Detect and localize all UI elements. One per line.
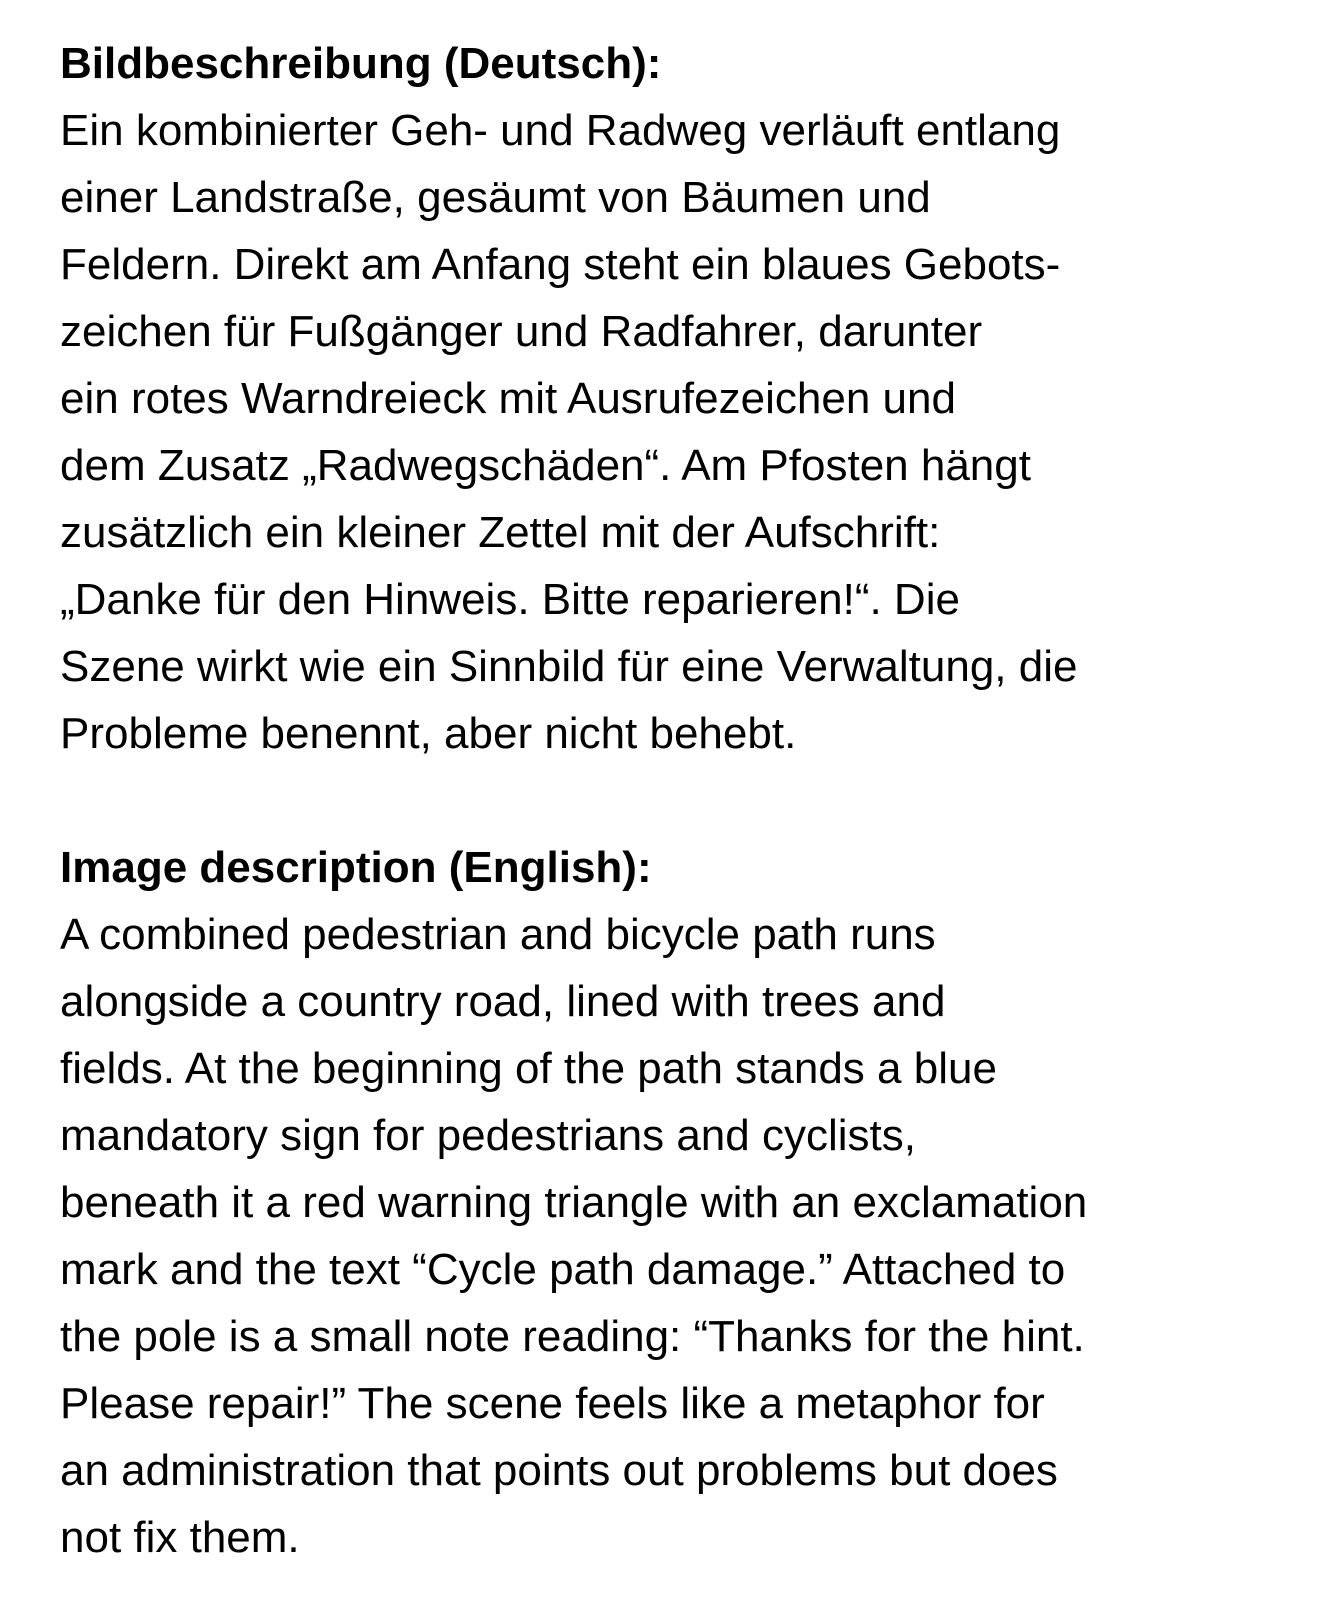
text-line: einer Landstraße, gesäumt von Bäumen und — [60, 173, 931, 222]
text-line: A combined pedestrian and bicycle path runs — [60, 910, 936, 959]
german-paragraph — [60, 97, 1280, 767]
text-line: an administration that points out problems but does — [60, 1446, 1058, 1495]
english-paragraph — [60, 901, 1280, 1571]
text-line: Szene wirkt wie ein Sinnbild für eine Verwaltung, die — [60, 642, 1078, 691]
text-line: fields. At the beginning of the path stands a blue — [60, 1044, 997, 1093]
text-line: zeichen für Fußgänger und Radfahrer, darunter — [60, 307, 983, 356]
document-body — [60, 30, 1280, 1571]
text-line: mandatory sign for pedestrians and cyclists, — [60, 1111, 916, 1160]
text-line: dem Zusatz „Radwegschäden“. Am Pfosten hängt — [60, 441, 1031, 490]
english-heading: Image description (English): — [60, 843, 652, 892]
german-section — [60, 30, 1280, 767]
text-line: the pole is a small note reading: “Thanks for the hint. — [60, 1312, 1085, 1361]
text-line: „Danke für den Hinweis. Bitte reparieren!“. Die — [60, 575, 960, 624]
text-line: Ein kombinierter Geh- und Radweg verläuft entlang — [60, 106, 1061, 155]
text-line: alongside a country road, lined with trees and — [60, 977, 946, 1026]
text-line: zusätzlich ein kleiner Zettel mit der Aufschrift: — [60, 508, 941, 557]
text-line: not fix them. — [60, 1513, 300, 1562]
text-line: ein rotes Warndreieck mit Ausrufezeichen und — [60, 374, 956, 423]
text-line: Feldern. Direkt am Anfang steht ein blaues Gebots- — [60, 240, 1061, 289]
text-line: Probleme benennt, aber nicht behebt. — [60, 709, 797, 758]
english-section — [60, 834, 1280, 1571]
text-line: beneath it a red warning triangle with an exclamation — [60, 1178, 1088, 1227]
german-heading: Bildbeschreibung (Deutsch): — [60, 39, 662, 88]
text-line: Please repair!” The scene feels like a metaphor for — [60, 1379, 1045, 1428]
text-line: mark and the text “Cycle path damage.” Attached to — [60, 1245, 1066, 1294]
